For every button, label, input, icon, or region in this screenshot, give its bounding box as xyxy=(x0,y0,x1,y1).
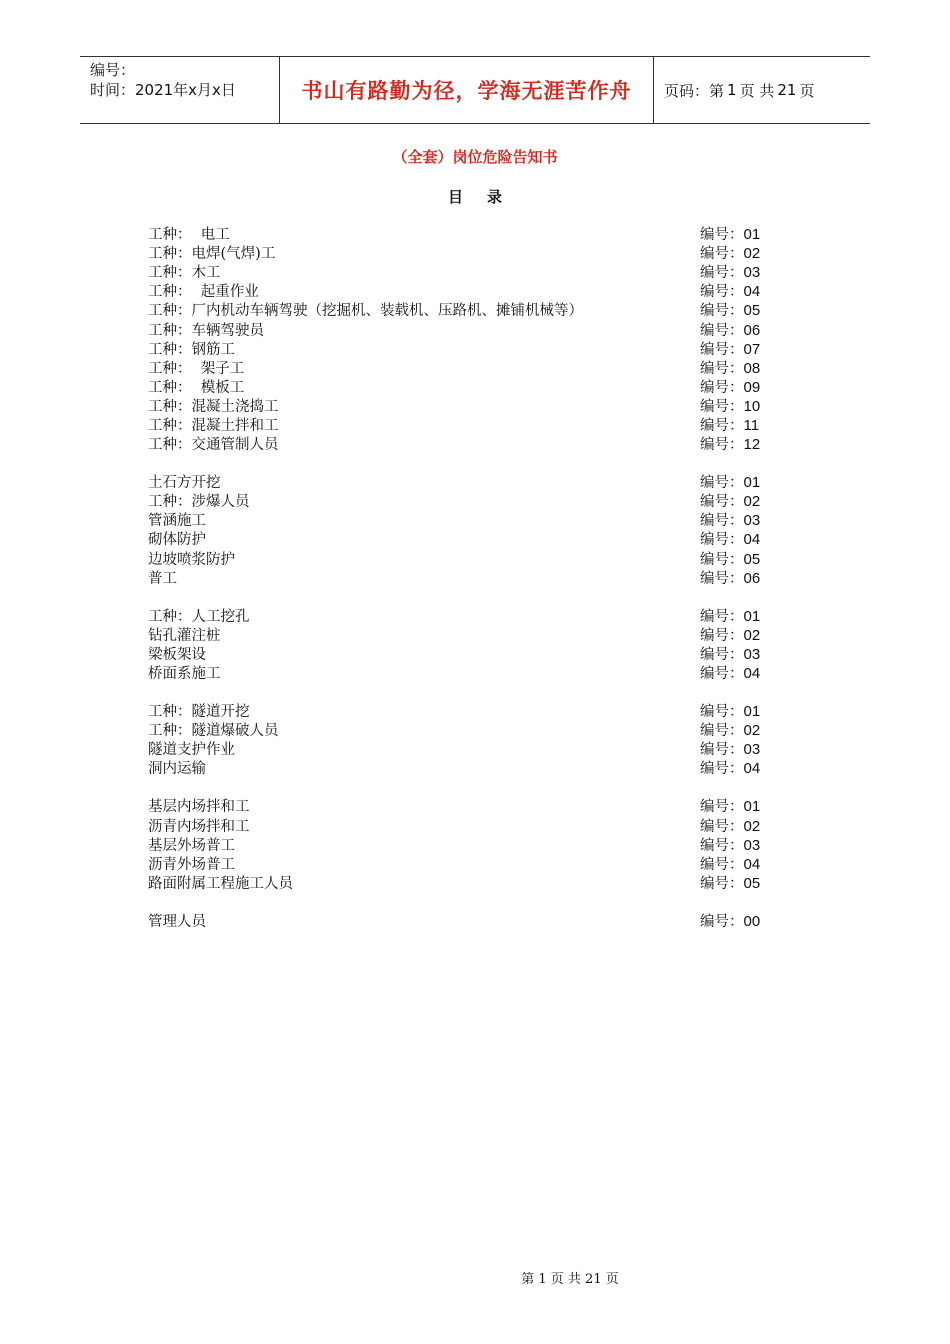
header-page-info xyxy=(654,57,870,123)
toc-code-prefix: 编号： xyxy=(700,761,744,778)
toc-code-number: 03 xyxy=(743,836,761,854)
toc-entry-title: 工种： 模板工 xyxy=(148,379,245,396)
toc-code-number: 03 xyxy=(743,264,761,282)
toc-entry-title: 土石方开挖 xyxy=(148,475,221,492)
toc-code-number: 04 xyxy=(743,760,761,778)
toc-code-number: 05 xyxy=(743,302,761,320)
toc-code-prefix: 编号： xyxy=(700,475,744,492)
toc-entry-code xyxy=(700,242,828,263)
toc-entry-code xyxy=(700,414,828,435)
toc-entry-title: 洞内运输 xyxy=(148,761,206,778)
toc-entry-code xyxy=(700,757,828,778)
toc-group xyxy=(148,224,828,453)
toc-group xyxy=(148,701,828,777)
toc-code-prefix: 编号： xyxy=(700,627,744,644)
toc-code-prefix: 编号： xyxy=(700,570,744,587)
page-info-mid: 页 共 xyxy=(739,81,775,100)
toc-entry[interactable] xyxy=(148,281,828,300)
toc-code-number: 01 xyxy=(743,226,761,244)
toc-entry[interactable] xyxy=(148,243,828,262)
toc-code-prefix: 编号： xyxy=(700,246,744,263)
toc-entry-code xyxy=(700,376,828,397)
toc-code-number: 02 xyxy=(743,245,761,263)
toc-entry[interactable] xyxy=(148,415,828,434)
toc-entry-code xyxy=(700,490,828,511)
toc-code-prefix: 编号： xyxy=(700,913,744,930)
toc-entry-code xyxy=(700,319,828,340)
toc-entry-title: 沥青外场普工 xyxy=(148,856,235,873)
toc-entry[interactable] xyxy=(148,644,828,663)
toc-entry-code xyxy=(700,605,828,626)
toc-code-number: 02 xyxy=(743,493,761,511)
toc-heading: 目录 xyxy=(447,188,526,206)
toc-code-number: 04 xyxy=(743,665,761,683)
toc-entry[interactable] xyxy=(148,606,828,625)
toc-code-prefix: 编号： xyxy=(700,437,744,454)
toc-code-number: 00 xyxy=(743,912,761,930)
toc-entry-title: 工种：隧道开挖 xyxy=(148,704,250,721)
toc-code-number: 02 xyxy=(743,626,761,644)
toc-entry-title: 管理人员 xyxy=(148,913,206,930)
toc-entry-code xyxy=(700,700,828,721)
toc-entry-title: 工种：交通管制人员 xyxy=(148,437,279,454)
toc-group xyxy=(148,472,828,587)
toc-entry-title: 工种：混凝土拌和工 xyxy=(148,417,279,434)
toc-entry[interactable] xyxy=(148,510,828,529)
toc-code-number: 05 xyxy=(743,550,761,568)
toc-entry[interactable] xyxy=(148,911,828,930)
toc-entry-code xyxy=(700,834,828,855)
toc-code-prefix: 编号： xyxy=(700,646,744,663)
toc-code-prefix: 编号： xyxy=(700,818,744,835)
toc-code-number: 03 xyxy=(743,512,761,530)
toc-code-number: 07 xyxy=(743,340,761,358)
toc-entry-code xyxy=(700,223,828,244)
toc-entry[interactable] xyxy=(148,663,828,682)
toc-entry-code xyxy=(700,853,828,874)
toc-entry[interactable] xyxy=(148,396,828,415)
toc-entry[interactable] xyxy=(148,319,828,338)
toc-entry[interactable] xyxy=(148,854,828,873)
toc-entry-code xyxy=(700,662,828,683)
toc-code-prefix: 编号： xyxy=(700,284,744,301)
toc-entry-title: 边坡喷浆防护 xyxy=(148,551,235,568)
toc-code-prefix: 编号： xyxy=(700,513,744,530)
toc-code-prefix: 编号： xyxy=(700,494,744,511)
toc-entry-code xyxy=(700,528,828,549)
toc-group xyxy=(148,911,828,930)
document-title: （全套）岗位危险告知书 xyxy=(392,148,558,166)
toc-entry-title: 基层外场普工 xyxy=(148,837,235,854)
toc-code-number: 10 xyxy=(743,397,761,415)
toc-code-prefix: 编号： xyxy=(700,265,744,282)
toc-entry-title: 路面附属工程施工人员 xyxy=(148,875,293,892)
toc-entry[interactable] xyxy=(148,625,828,644)
toc-entry-code xyxy=(700,624,828,645)
toc-code-number: 08 xyxy=(743,359,761,377)
toc-entry-title: 管涵施工 xyxy=(148,513,206,530)
toc-entry[interactable] xyxy=(148,491,828,510)
toc-entry-title: 工种：隧道爆破人员 xyxy=(148,723,279,740)
toc-code-prefix: 编号： xyxy=(700,723,744,740)
toc-code-number: 01 xyxy=(743,474,761,492)
toc-code-prefix: 编号： xyxy=(700,856,744,873)
toc-code-prefix: 编号： xyxy=(700,608,744,625)
toc-entry[interactable] xyxy=(148,472,828,491)
toc-code-prefix: 编号： xyxy=(700,398,744,415)
toc-code-number: 03 xyxy=(743,741,761,759)
toc-code-number: 09 xyxy=(743,378,761,396)
toc-entry-title: 沥青内场拌和工 xyxy=(148,818,250,835)
toc-entry[interactable] xyxy=(148,701,828,720)
toc-code-prefix: 编号： xyxy=(700,837,744,854)
toc-entry-code xyxy=(700,872,828,893)
toc-code-prefix: 编号： xyxy=(700,551,744,568)
toc-code-number: 01 xyxy=(743,798,761,816)
toc-code-number: 04 xyxy=(743,855,761,873)
page-info-total: 21 xyxy=(777,81,797,99)
toc-entry[interactable] xyxy=(148,529,828,548)
toc-code-prefix: 编号： xyxy=(700,227,744,244)
toc-code-number: 05 xyxy=(743,874,761,892)
toc-entry-code xyxy=(700,299,828,320)
table-of-contents xyxy=(148,224,828,949)
page-info-current: 1 xyxy=(727,81,737,99)
toc-entry-title: 工种：人工挖孔 xyxy=(148,608,250,625)
toc-code-number: 04 xyxy=(743,531,761,549)
toc-entry-title: 桥面系施工 xyxy=(148,666,221,683)
toc-code-prefix: 编号： xyxy=(700,704,744,721)
toc-entry-code xyxy=(700,548,828,569)
toc-entry-code xyxy=(700,815,828,836)
toc-code-prefix: 编号： xyxy=(700,341,744,358)
toc-entry-title: 工种：混凝土浇捣工 xyxy=(148,398,279,415)
toc-entry-title: 钻孔灌注桩 xyxy=(148,627,221,644)
code-label: 编号： xyxy=(90,61,136,79)
toc-group xyxy=(148,606,828,682)
toc-code-prefix: 编号： xyxy=(700,666,744,683)
toc-code-number: 06 xyxy=(743,569,761,587)
toc-entry[interactable] xyxy=(148,300,828,319)
toc-entry-code xyxy=(700,471,828,492)
toc-entry[interactable] xyxy=(148,796,828,815)
toc-entry-title: 工种：厂内机动车辆驾驶（挖掘机、装载机、压路机、摊铺机械等） xyxy=(148,303,583,320)
toc-entry[interactable] xyxy=(148,873,828,892)
toc-entry-title: 工种：电焊(气焊)工 xyxy=(148,246,276,263)
toc-code-prefix: 编号： xyxy=(700,742,744,759)
toc-entry-title: 工种：涉爆人员 xyxy=(148,494,250,511)
toc-code-prefix: 编号： xyxy=(700,532,744,549)
page-header xyxy=(80,56,870,124)
toc-code-prefix: 编号： xyxy=(700,360,744,377)
toc-entry-code xyxy=(700,910,828,931)
toc-code-prefix: 编号： xyxy=(700,303,744,320)
toc-code-prefix: 编号： xyxy=(700,799,744,816)
toc-entry[interactable] xyxy=(148,358,828,377)
toc-code-number: 06 xyxy=(743,321,761,339)
toc-entry-code xyxy=(700,357,828,378)
toc-entry[interactable] xyxy=(148,377,828,396)
toc-entry[interactable] xyxy=(148,549,828,568)
toc-entry[interactable] xyxy=(148,720,828,739)
header-meta xyxy=(80,57,280,123)
toc-code-prefix: 编号： xyxy=(700,875,744,892)
toc-code-number: 01 xyxy=(743,607,761,625)
toc-entry[interactable] xyxy=(148,739,828,758)
toc-entry-title: 工种：车辆驾驶员 xyxy=(148,322,264,339)
toc-code-number: 11 xyxy=(743,416,760,434)
toc-code-number: 12 xyxy=(743,436,761,454)
toc-entry-title: 砌体防护 xyxy=(148,532,206,549)
page-footer: 第 1 页 共 21 页 xyxy=(521,1272,619,1287)
toc-code-number: 02 xyxy=(743,722,761,740)
toc-entry-code xyxy=(700,338,828,359)
toc-entry-code xyxy=(700,738,828,759)
toc-entry[interactable] xyxy=(148,835,828,854)
toc-code-number: 02 xyxy=(743,817,761,835)
toc-entry-title: 工种： 电工 xyxy=(148,227,230,244)
toc-entry-code xyxy=(700,643,828,664)
toc-entry[interactable] xyxy=(148,568,828,587)
toc-entry-title: 工种：钢筋工 xyxy=(148,341,235,358)
toc-entry-title: 基层内场拌和工 xyxy=(148,799,250,816)
toc-entry-code xyxy=(700,395,828,416)
toc-entry-title: 梁板架设 xyxy=(148,646,206,663)
toc-entry-title: 普工 xyxy=(148,570,177,587)
toc-entry[interactable] xyxy=(148,224,828,243)
toc-entry-code xyxy=(700,567,828,588)
toc-entry[interactable] xyxy=(148,339,828,358)
toc-entry-code xyxy=(700,433,828,454)
toc-code-prefix: 编号： xyxy=(700,379,744,396)
toc-entry-title: 工种： 起重作业 xyxy=(148,284,259,301)
toc-entry[interactable] xyxy=(148,262,828,281)
toc-entry-code xyxy=(700,509,828,530)
toc-entry-title: 隧道支护作业 xyxy=(148,742,235,759)
toc-entry-code xyxy=(700,795,828,816)
toc-entry-code xyxy=(700,280,828,301)
toc-code-number: 03 xyxy=(743,645,761,663)
toc-code-prefix: 编号： xyxy=(700,322,744,339)
time-label: 时间：2021年x月x日 xyxy=(90,81,236,99)
header-slogan: 书山有路勤为径，学海无涯苦作舟 xyxy=(280,57,654,123)
toc-code-number: 01 xyxy=(743,703,761,721)
page-info-prefix: 页码：第 xyxy=(664,81,725,100)
toc-entry[interactable] xyxy=(148,434,828,453)
toc-entry[interactable] xyxy=(148,816,828,835)
toc-entry-code xyxy=(700,719,828,740)
toc-entry-title: 工种： 架子工 xyxy=(148,360,245,377)
toc-entry-code xyxy=(700,261,828,282)
toc-group xyxy=(148,796,828,891)
toc-code-prefix: 编号： xyxy=(700,417,744,434)
page-info-suffix: 页 xyxy=(799,81,815,100)
toc-entry[interactable] xyxy=(148,758,828,777)
toc-code-number: 04 xyxy=(743,283,761,301)
toc-entry-title: 工种：木工 xyxy=(148,265,221,282)
